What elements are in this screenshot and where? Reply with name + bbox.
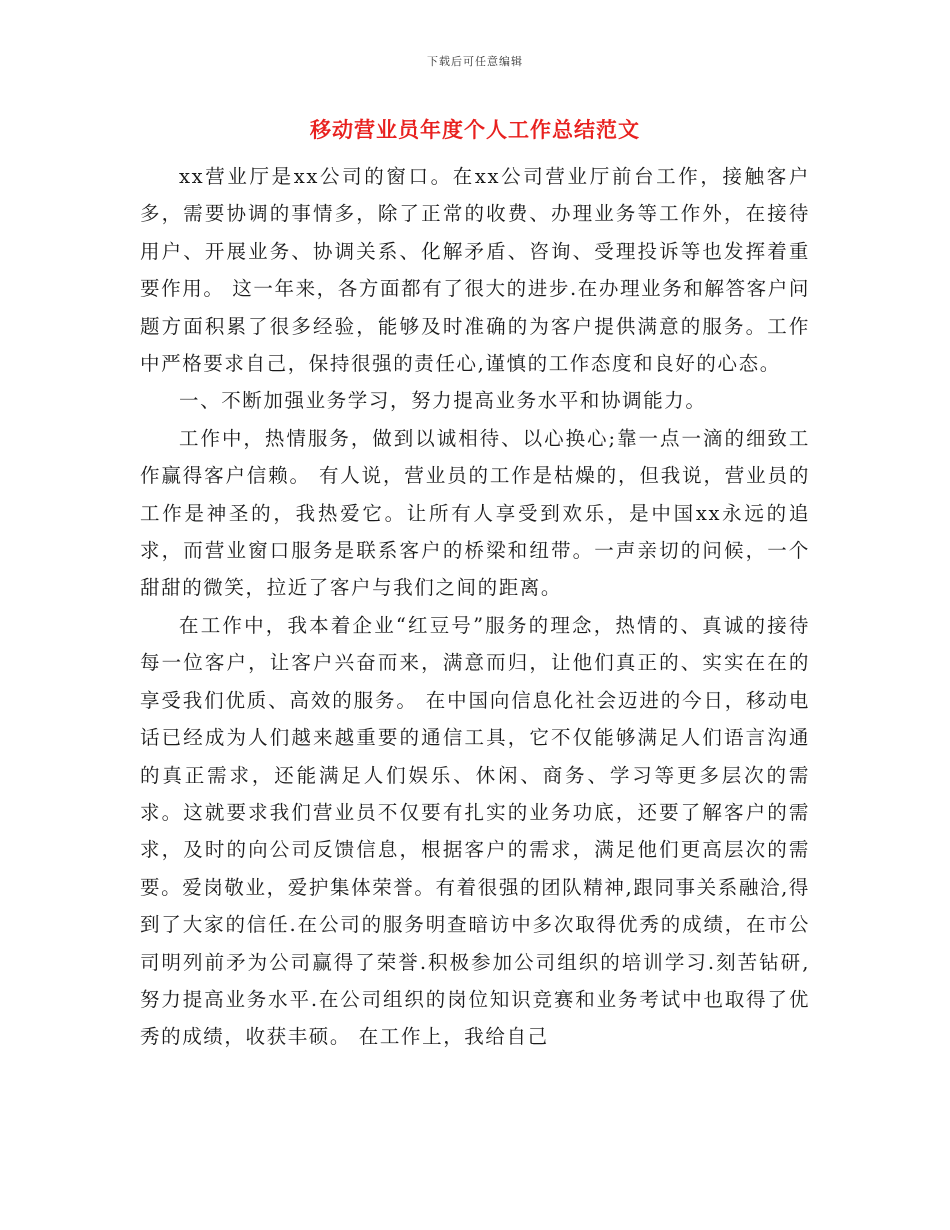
document-title: 移动营业员年度个人工作总结范文 [310, 117, 640, 142]
header-note: 下载后可任意编辑 [427, 55, 523, 68]
document-body [140, 158, 810, 1056]
paragraph-work: 在工作中，我本着企业“红豆号”服务的理念，热情的、真诚的接待每一位客户，让客户兴奋而来，满意而归，让他们真正的、实实在在的享受我们优质、高效的服务。 在中国向信息化社会迈进的今日，移动电话已经成为人们越来越重要的通信工具，它不仅能够满足人们语言沟通的真正需求，还能满足人们娱乐、休闲、商务、学习等更多层次的需求。这就要求我们营业员不仅要有扎实的业务功底，还要了解客户的需求，及时的向公司反馈信息，根据客户的需求，满足他们更高层次的需要。爱岗敬业，爱护集体荣誉。有着很强的团队精神,跟同事关系融洽,得到了大家的信任.在公司的服务明查暗访中多次取得优秀的成绩，在市公司明列前矛为公司赢得了荣誉.积极参加公司组织的培训学习.刻苦钻研,努力提高业务水平.在公司组织的岗位知识竞赛和业务考试中也取得了优秀的成绩，收获丰硕。 在工作上，我给自己 [140, 613, 810, 1049]
paragraph-service: 工作中，热情服务，做到以诚相待、以心换心;靠一点一滴的细致工作赢得客户信赖。 有人说，营业员的工作是枯燥的，但我说，营业员的工作是神圣的，我热爱它。让所有人享受到欢乐，是中国xx永远的追求，而营业窗口服务是联系客户的桥梁和纽带。一声亲切的问候，一个甜甜的微笑，拉近了客户与我们之间的距离。 [140, 426, 810, 600]
paragraph-section-heading: 一、不断加强业务学习，努力提高业务水平和协调能力。 [179, 389, 707, 413]
paragraph-intro: xx营业厅是xx公司的窗口。在xx公司营业厅前台工作，接触客户多，需要协调的事情多，除了正常的收费、办理业务等工作外，在接待用户、开展业务、协调关系、化解矛盾、咨询、受理投诉等也发挥着重要作用。 这一年来，各方面都有了很大的进步.在办理业务和解答客户问题方面积累了很多经验，能够及时准确的为客户提供满意的服务。工作中严格要求自己，保持很强的责任心,谨慎的工作态度和良好的心态。 [140, 165, 810, 376]
